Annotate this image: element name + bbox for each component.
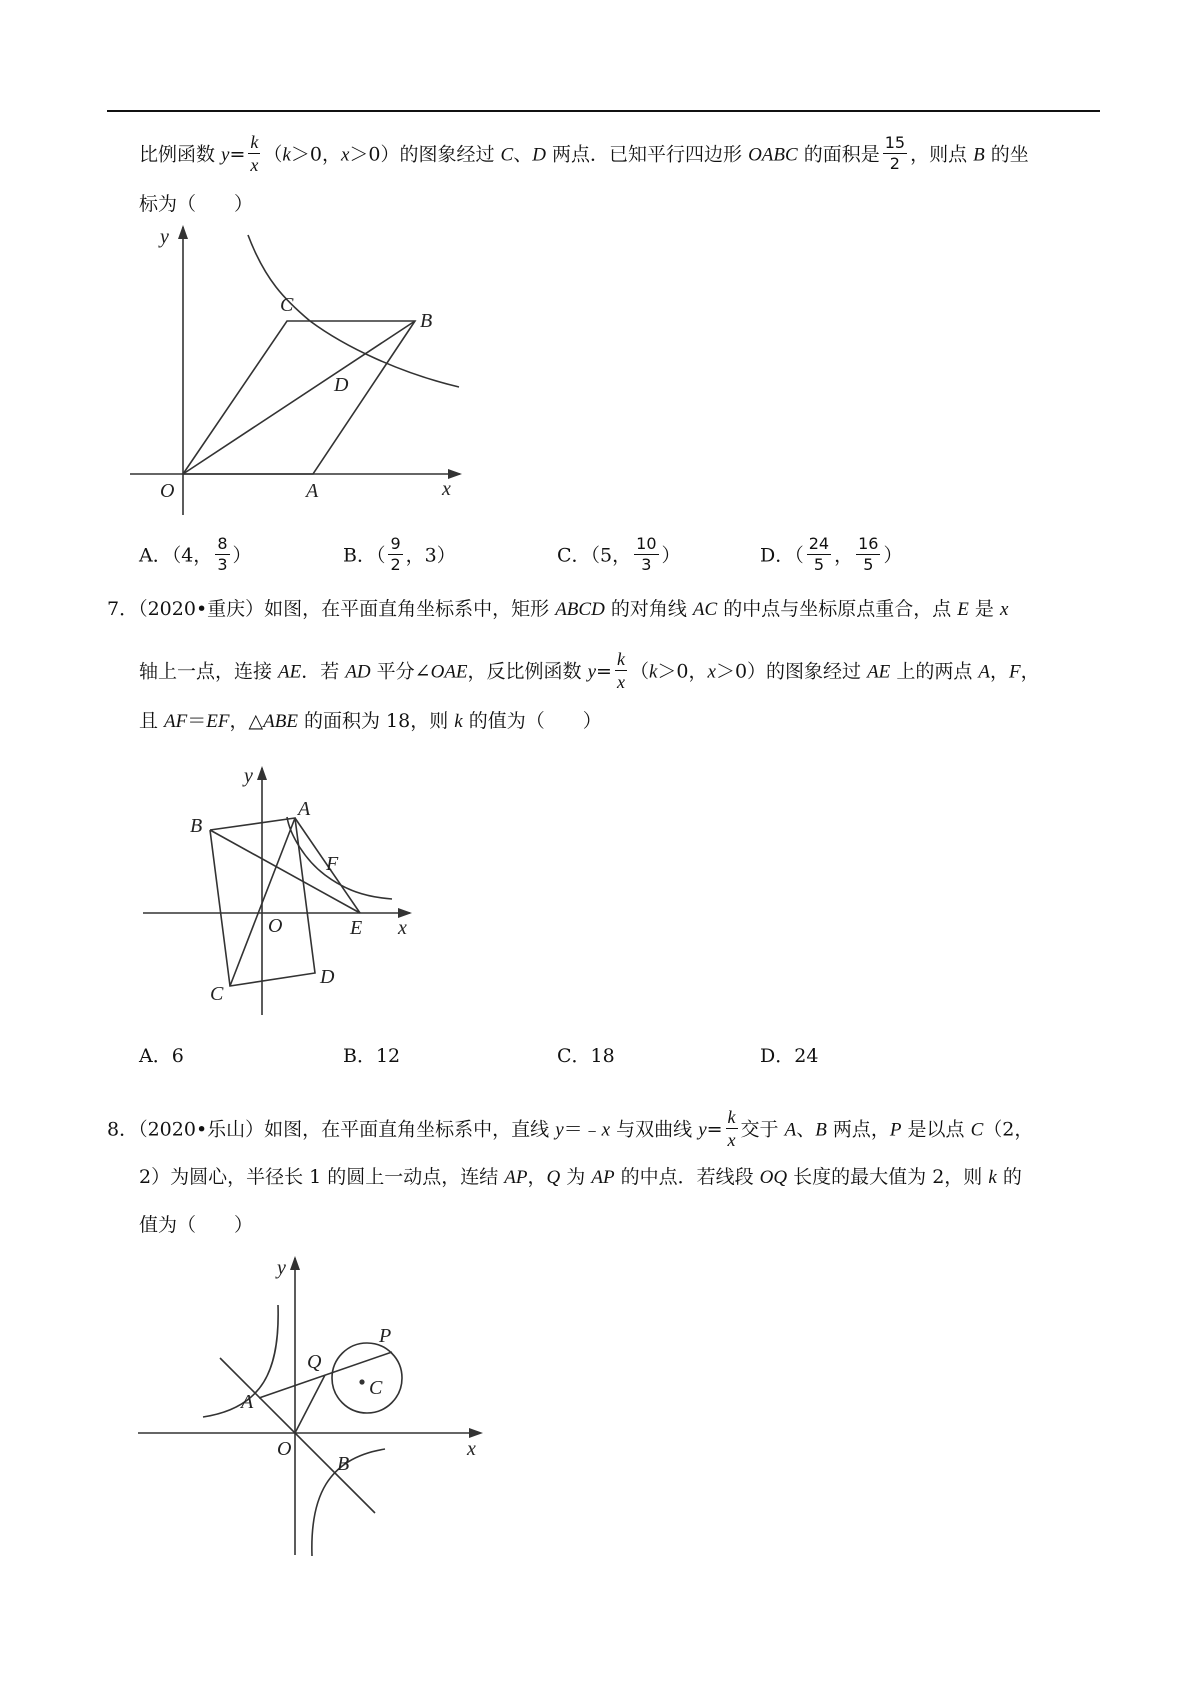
q7-option-c: C．18 xyxy=(557,1045,615,1067)
q8-label-B: B xyxy=(337,1453,350,1475)
q7-label-F: F xyxy=(326,853,339,875)
q7-y-axis-arrow xyxy=(257,766,267,780)
q6-area-fraction: $\frac{15}{2}$ xyxy=(884,133,906,173)
q6-option-d: D．（ $\frac{24}{5}$ ， $\frac{16}{5}$ ） xyxy=(760,534,903,574)
q6-label-O: O xyxy=(160,480,175,502)
q8-label-P: P xyxy=(379,1325,392,1347)
q8-text-line3: 值为（ ） xyxy=(139,1214,254,1236)
header-rule xyxy=(107,110,1100,112)
q6-figure xyxy=(130,225,470,520)
q6-text-line2: 标为（ ） xyxy=(139,193,254,215)
q6-label-B: B xyxy=(420,310,433,332)
q8-y-axis-arrow xyxy=(290,1256,300,1270)
q7-label-C: C xyxy=(210,983,224,1005)
q8-text-line2: 2）为圆心，半径长 1 的圆上一动点，连结 AP，Q 为 AP 的中点．若线段 OQ 长度的最大值为 2，则 k 的 xyxy=(139,1166,1022,1188)
q6-option-b: B．（ $\frac{9}{2}$ ，3） xyxy=(343,534,456,574)
q7-option-a: A．6 xyxy=(139,1045,184,1067)
q8-label-y: y xyxy=(277,1257,286,1279)
q6-option-c: C．（5， $\frac{10}{3}$ ） xyxy=(557,534,681,574)
q7-label-O: O xyxy=(268,915,283,937)
q7-text-line3: 且 AF＝EF，△ABE 的面积为 18，则 k 的值为（ ） xyxy=(139,710,602,732)
q8-circle-C xyxy=(332,1343,402,1413)
q7-text-line1: 7．（2020•重庆）如图，在平面直角坐标系中，矩形 ABCD 的对角线 AC 的中点与坐标原点重合，点 E 是 x xyxy=(107,598,1009,620)
q7-option-d: D．24 xyxy=(760,1045,819,1067)
q6-label-D: D xyxy=(334,374,349,396)
q6-text-line1: 比例函数 y= $\frac{k}{x}$ （k＞0，x＞0）的图象经过 C、D 两点．已知平行四边形 OABC 的面积是 $\frac{15}{2}$ ，则点 B 的坐 xyxy=(139,132,1029,175)
q7-k-over-x-fraction: $\frac{k}{x}$ xyxy=(616,649,625,692)
q8-label-C: C xyxy=(369,1377,383,1399)
q7-label-D: D xyxy=(320,966,335,988)
q6-label-C: C xyxy=(280,294,294,316)
q8-text-line1: 8．（2020•乐山）如图，在平面直角坐标系中，直线 y＝﹣x 与双曲线 y= $\frac{k}{x}$ 交于 A、B 两点，P 是以点 C（2， xyxy=(107,1107,1034,1150)
q7-label-A: A xyxy=(298,798,311,820)
q8-label-Q: Q xyxy=(307,1351,322,1373)
q7-label-y: y xyxy=(244,765,253,787)
q8-figure xyxy=(135,1250,490,1560)
q7-label-E: E xyxy=(350,917,363,939)
q7-label-B: B xyxy=(190,815,203,837)
q7-option-b: B．12 xyxy=(343,1045,401,1067)
q8-label-x: x xyxy=(467,1438,476,1460)
q7-figure xyxy=(140,760,420,1020)
q8-k-over-x-fraction: $\frac{k}{x}$ xyxy=(727,1107,736,1150)
q6-label-x: x xyxy=(442,478,451,500)
q6-option-a: A．（4， $\frac{8}{3}$ ） xyxy=(139,534,252,574)
q7-text-line2: 轴上一点，连接 AE．若 AD 平分∠OAE，反比例函数 y= $\frac{k}{x}$ （k＞0，x＞0）的图象经过 AE 上的两点 A，F， xyxy=(139,649,1040,692)
q6-y-axis-arrow xyxy=(178,225,188,239)
q8-x-axis-arrow xyxy=(469,1428,483,1438)
q6-label-y: y xyxy=(160,226,169,248)
q6-k-over-x-fraction: $\frac{k}{x}$ xyxy=(250,132,259,175)
q8-line-y-neg-x xyxy=(220,1358,375,1513)
q6-label-A: A xyxy=(306,480,319,502)
q8-label-A: A xyxy=(241,1391,254,1413)
q8-label-O: O xyxy=(277,1438,292,1460)
q6-diagonal-OB xyxy=(183,321,415,474)
q7-label-x: x xyxy=(398,917,407,939)
q8-center-C-dot xyxy=(359,1379,364,1384)
